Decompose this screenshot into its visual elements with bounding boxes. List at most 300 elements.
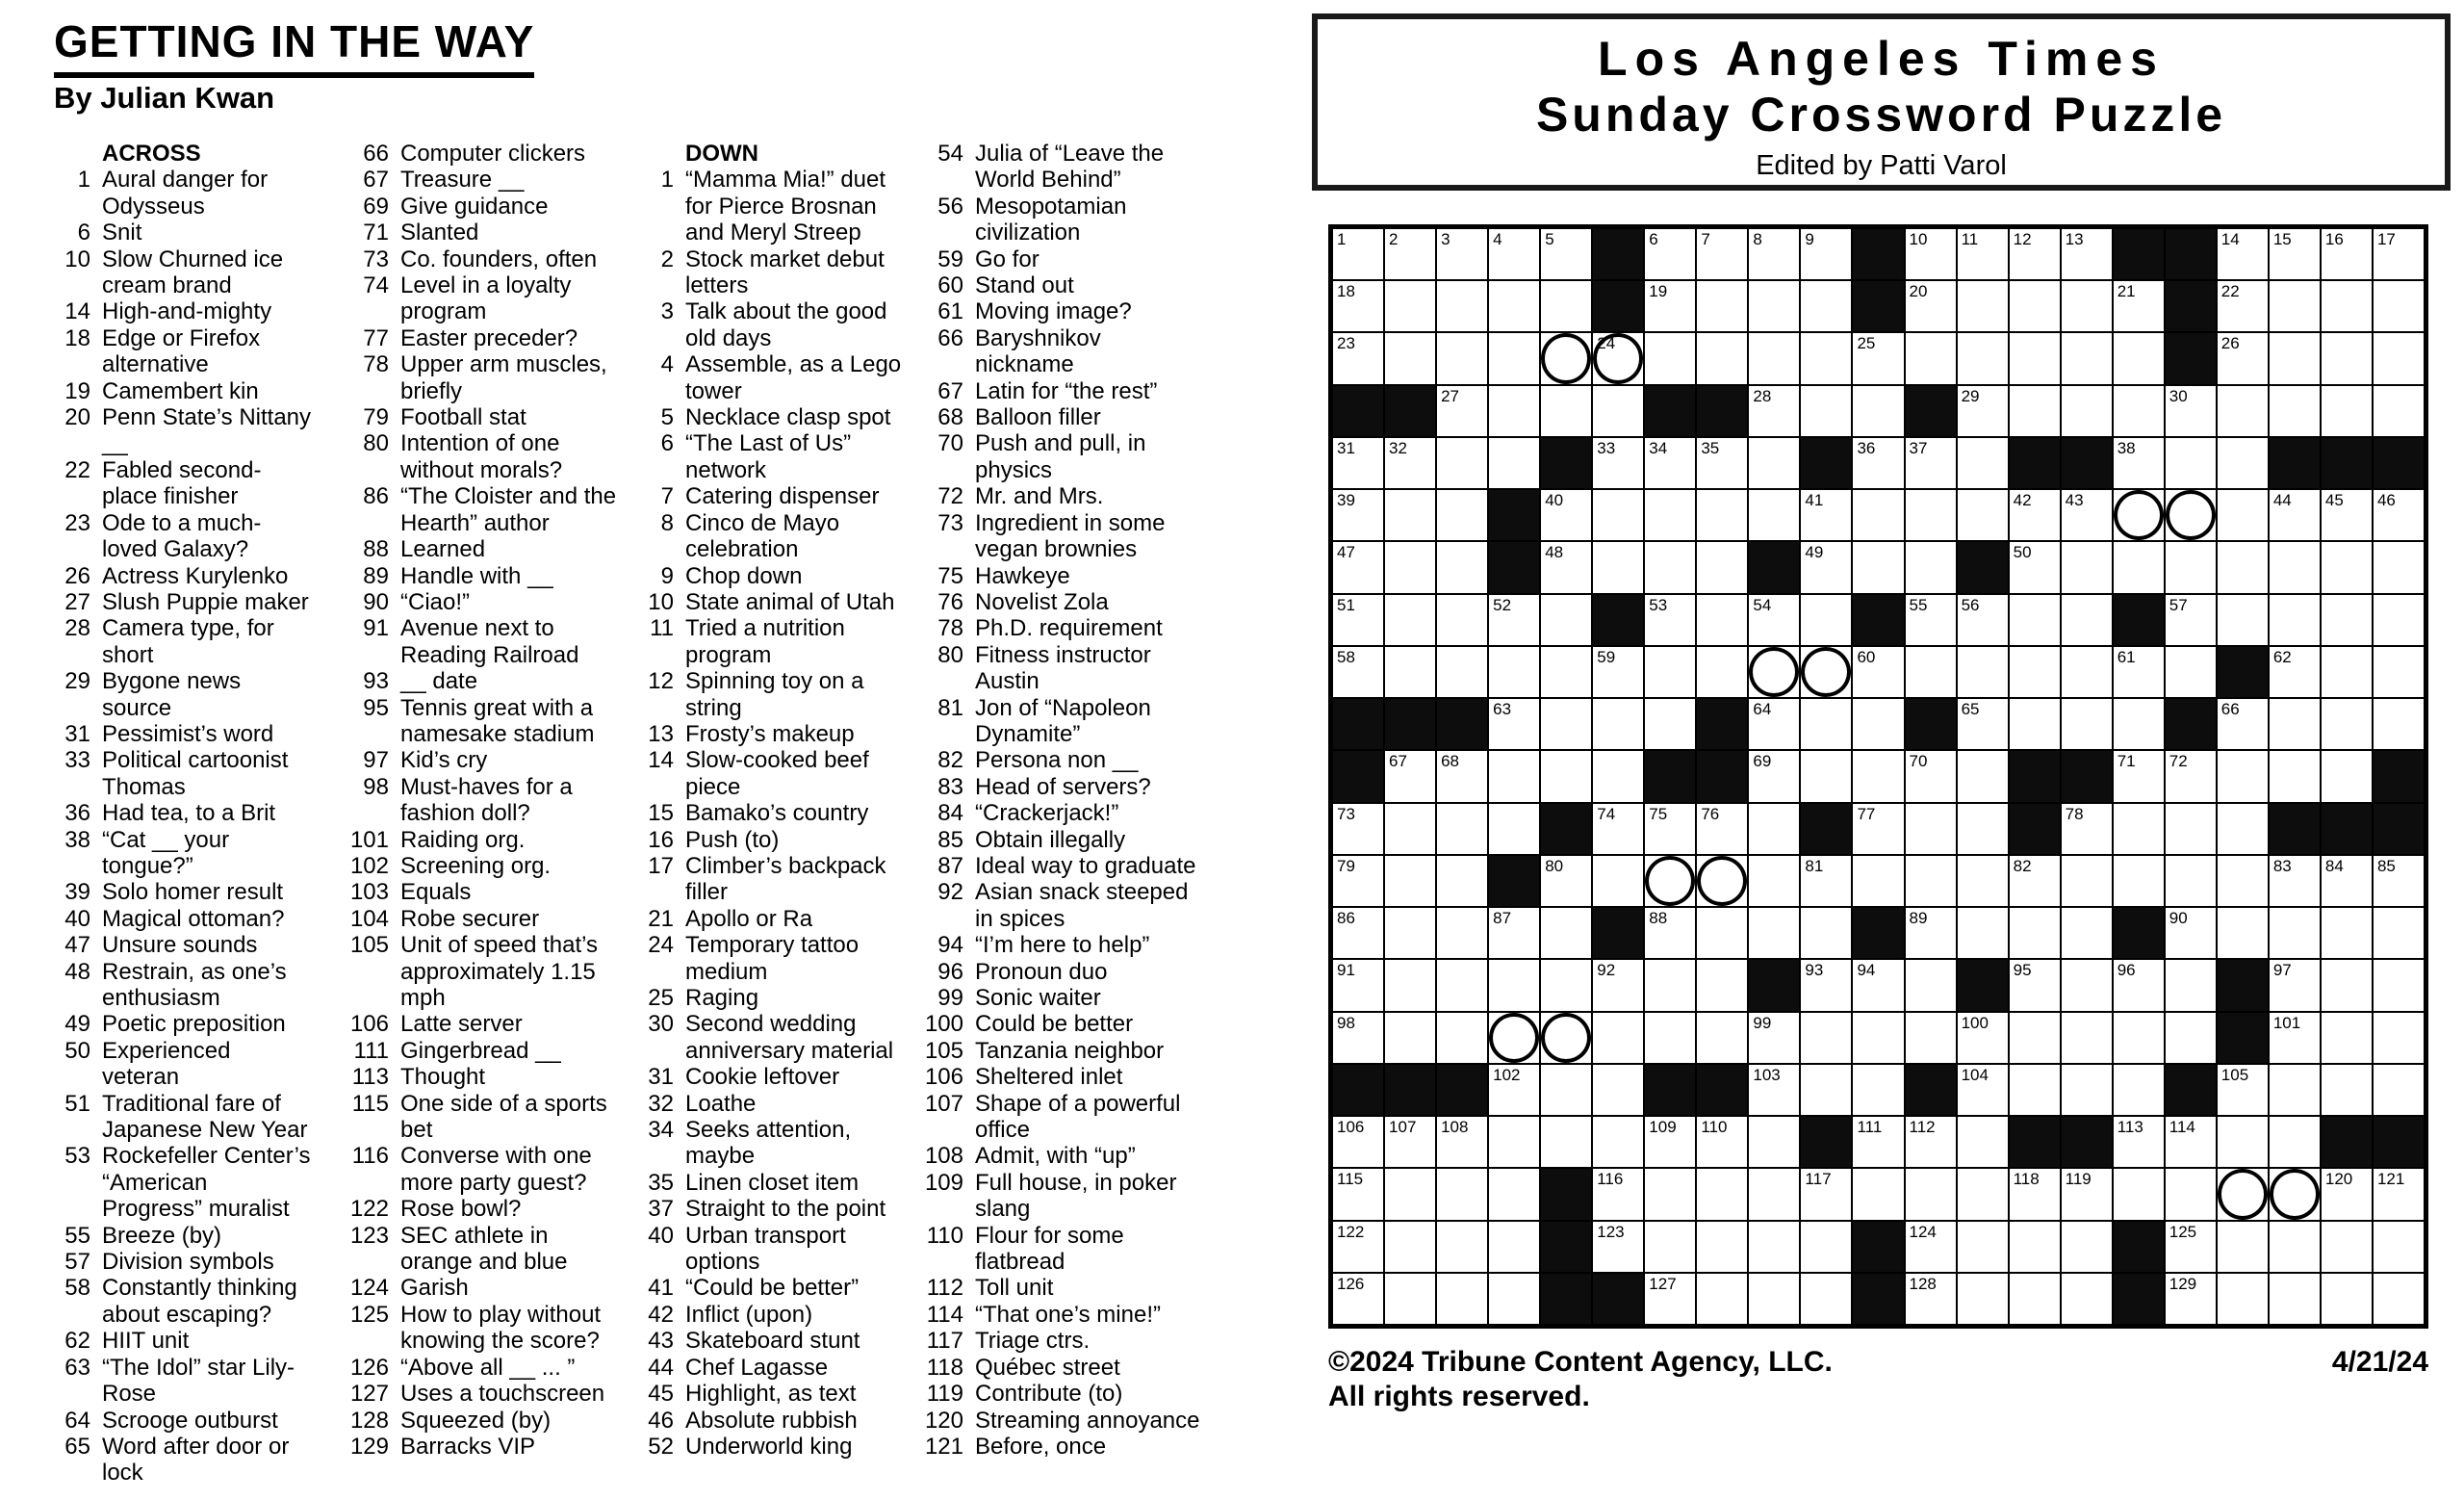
- clue-text: “Mamma Mia!” duet for Pierce Brosnan and Meryl Streep: [685, 167, 886, 246]
- cell-number: 65: [1961, 700, 1980, 719]
- clue-item: [626, 827, 914, 853]
- cell-number: 119: [2065, 1170, 2092, 1189]
- clue-number: 27: [64, 588, 90, 615]
- grid-cell: [2010, 281, 2060, 331]
- cell-number: 123: [1597, 1222, 1625, 1241]
- grid-cell: [1437, 960, 1487, 1010]
- clue-text: Word after door or lock: [102, 1433, 290, 1487]
- clue-number: 51: [64, 1090, 90, 1117]
- cell-number: 115: [1337, 1170, 1364, 1189]
- clue-number: 60: [937, 272, 963, 299]
- grid-cell: [1437, 438, 1487, 488]
- grid-cell-black: [1697, 699, 1747, 749]
- clue-item: [343, 1434, 620, 1460]
- grid-cell: [2114, 1169, 2164, 1219]
- clue-number: 106: [924, 1064, 963, 1091]
- grid-cell: [2010, 1013, 2060, 1063]
- clue-text: Moving image?: [975, 298, 1132, 325]
- grid-cell: [1801, 856, 1851, 906]
- clue-text: “Above all __ ... ”: [400, 1354, 576, 1381]
- grid-cell: [2270, 751, 2320, 801]
- clue-number: 19: [64, 377, 90, 404]
- cell-number: 58: [1337, 647, 1355, 666]
- grid-cell: [2114, 1117, 2164, 1167]
- cell-number: 45: [2324, 491, 2344, 510]
- clue-number: 52: [648, 1433, 674, 1460]
- clue-text: Balloon filler: [975, 404, 1101, 431]
- clue-item: [50, 325, 312, 378]
- clue-number: 77: [363, 324, 389, 351]
- clue-number: 55: [64, 1222, 90, 1249]
- grid-cell: [1437, 1222, 1487, 1272]
- clue-number: 67: [363, 167, 389, 194]
- clue-text: Constantly thinking about escaping?: [102, 1275, 297, 1328]
- grid-cell: [1958, 751, 2008, 801]
- grid-cell: [1697, 595, 1747, 645]
- clue-text: Uses a touchscreen: [400, 1381, 605, 1408]
- grid-cell: [2010, 647, 2060, 697]
- grid-cell-black: [1541, 804, 1591, 854]
- grid-cell: [2062, 490, 2112, 540]
- clue-item: [911, 1408, 1202, 1434]
- clue-number: 22: [64, 456, 90, 483]
- cell-number: 66: [2220, 700, 2240, 719]
- clue-text: Talk about the good old days: [685, 298, 887, 351]
- grid-cell: [1853, 438, 1903, 488]
- clue-number: 68: [937, 404, 963, 431]
- cell-number: 64: [1753, 700, 1772, 719]
- clue-item: [50, 404, 312, 457]
- grid-cell: [1906, 542, 1956, 592]
- grid-cell: [2062, 281, 2112, 331]
- clue-number: 66: [937, 324, 963, 351]
- clue-item: [911, 827, 1202, 853]
- grid-cell: [2010, 542, 2060, 592]
- grid-cell: [2322, 595, 2372, 645]
- clue-text: Latin for “the rest”: [975, 377, 1158, 404]
- grid-cell: [1801, 281, 1851, 331]
- grid-cell-black: [1593, 1274, 1643, 1324]
- grid-cell-black: [1541, 1222, 1591, 1272]
- grid-cell-black: [1906, 699, 1956, 749]
- grid-cell: [1906, 438, 1956, 488]
- clue-number: 98: [363, 773, 389, 800]
- clue-number: 91: [363, 615, 389, 642]
- clue-number: 13: [648, 720, 674, 747]
- clue-item: [911, 563, 1202, 589]
- cell-number: 96: [2117, 961, 2136, 980]
- grid-cell: [1385, 960, 1435, 1010]
- grid-cell: [2218, 699, 2268, 749]
- grid-cell: [1958, 856, 2008, 906]
- clue-number: 104: [349, 905, 389, 932]
- grid-cell-black: [1489, 542, 1539, 592]
- grid-cell: [1697, 438, 1747, 488]
- clue-text: “The Cloister and the Hearth” author: [400, 483, 617, 536]
- grid-cell: [1489, 1274, 1539, 1324]
- clue-text: Admit, with “up”: [975, 1143, 1136, 1170]
- cell-number: 37: [1909, 438, 1928, 457]
- clue-item: [50, 827, 312, 880]
- grid-cell: [1697, 647, 1747, 697]
- clue-text: Restrain, as one’s enthusiasm: [102, 958, 287, 1011]
- grid-cell-black: [2374, 751, 2424, 801]
- grid-cell-black: [2010, 1117, 2060, 1167]
- cell-number: 122: [1337, 1222, 1365, 1241]
- clue-number: 127: [349, 1381, 389, 1408]
- grid-cell: [2218, 1274, 2268, 1324]
- clue-item: [626, 483, 914, 509]
- clue-item: [50, 879, 312, 905]
- grid-cell: [1385, 490, 1435, 540]
- clue-number: 17: [648, 852, 674, 879]
- grid-cell: [1853, 386, 1903, 436]
- clue-text: Tennis great with a namesake stadium: [400, 694, 595, 747]
- grid-cell: [2270, 908, 2320, 958]
- grid-cell: [1333, 490, 1383, 540]
- clue-number: 110: [926, 1222, 963, 1249]
- clue-number: 1: [77, 167, 90, 194]
- grid-cell-black: [2010, 438, 2060, 488]
- grid-cell: [2374, 542, 2424, 592]
- circle-mark: [1697, 856, 1747, 906]
- clue-number: 21: [648, 905, 674, 932]
- clue-number: 9: [660, 562, 674, 589]
- grid-cell: [2114, 699, 2164, 749]
- clue-item: [343, 1038, 620, 1064]
- clue-text: Absolute rubbish: [685, 1407, 858, 1434]
- clue-text: Slow-cooked beef piece: [685, 747, 869, 800]
- clue-text: “Could be better”: [685, 1275, 860, 1302]
- clue-text: Magical ottoman?: [102, 905, 285, 932]
- clue-text: Pessimist’s word: [102, 720, 274, 747]
- grid-cell: [1749, 751, 1799, 801]
- grid-cell: [2270, 229, 2320, 279]
- clue-item: [911, 1091, 1202, 1144]
- grid-cell-black: [1906, 1065, 1956, 1115]
- clue-number: 12: [648, 668, 674, 695]
- clue-text: Poetic preposition: [102, 1011, 286, 1038]
- grid-cell: [1958, 1274, 2008, 1324]
- grid-cell: [1541, 699, 1591, 749]
- cell-number: 87: [1493, 909, 1512, 928]
- clue-number: 32: [648, 1090, 674, 1117]
- grid-cell: [1958, 1117, 2008, 1167]
- circle-mark: [1541, 333, 1591, 383]
- clue-text: Breeze (by): [102, 1222, 222, 1249]
- grid-cell: [2322, 1222, 2372, 1272]
- clue-item: [626, 167, 914, 246]
- grid-cell: [1749, 908, 1799, 958]
- grid-cell: [1801, 542, 1851, 592]
- grid-cell: [1853, 490, 1903, 540]
- clue-item: [626, 985, 914, 1011]
- grid-cell: [2322, 386, 2372, 436]
- grid-cell: [2114, 751, 2164, 801]
- clue-item: [911, 1223, 1202, 1276]
- grid-cell: [1437, 542, 1487, 592]
- clue-number: 70: [937, 430, 963, 457]
- clue-number: 85: [937, 826, 963, 853]
- clue-text: Chop down: [685, 562, 803, 589]
- grid-cell: [2062, 1065, 2112, 1115]
- grid-cell: [1906, 1117, 1956, 1167]
- clue-number: 26: [64, 562, 90, 589]
- grid-cell-black: [1593, 281, 1643, 331]
- clue-item: [50, 1091, 312, 1144]
- clue-number: 73: [363, 246, 389, 272]
- grid-cell: [2374, 647, 2424, 697]
- grid-cell: [1385, 647, 1435, 697]
- grid-cell: [2010, 490, 2060, 540]
- clue-item: [911, 1038, 1202, 1064]
- grid-cell: [2374, 281, 2424, 331]
- clue-text: Unit of speed that’s approximately 1.15 mph: [400, 932, 599, 1011]
- cell-number: 38: [2117, 438, 2136, 457]
- cell-number: 50: [2013, 543, 2032, 562]
- cell-number: 95: [2013, 961, 2032, 980]
- clue-number: 116: [351, 1143, 389, 1170]
- clue-number: 61: [937, 298, 963, 325]
- clue-number: 46: [648, 1407, 674, 1434]
- clue-number: 54: [937, 141, 963, 167]
- grid-cell: [1906, 908, 1956, 958]
- clue-number: 23: [64, 509, 90, 536]
- grid-cell: [2062, 1222, 2112, 1272]
- clue-item: [50, 906, 312, 932]
- clue-text: Robe securer: [400, 905, 540, 932]
- clue-text: Full house, in poker slang: [975, 1169, 1177, 1223]
- clue-item: [911, 378, 1202, 404]
- grid-cell: [2010, 960, 2060, 1010]
- clue-item: [626, 906, 914, 932]
- cell-number: 14: [2220, 230, 2240, 248]
- clue-number: 53: [64, 1143, 90, 1170]
- grid-cell: [2114, 856, 2164, 906]
- clue-number: 109: [924, 1169, 963, 1196]
- grid-cell: [2166, 595, 2216, 645]
- cell-number: 61: [2117, 647, 2136, 666]
- grid-cell-black: [2114, 908, 2164, 958]
- clue-item: [50, 1011, 312, 1037]
- clue-item: [911, 1302, 1202, 1328]
- clue-text: Screening org.: [400, 852, 552, 879]
- grid-cell: [1333, 281, 1383, 331]
- clue-item: [911, 853, 1202, 879]
- grid-cell: [1749, 438, 1799, 488]
- cell-number: 46: [2376, 491, 2396, 510]
- grid-cell: [1593, 438, 1643, 488]
- clue-number: 36: [64, 800, 90, 827]
- grid-cell: [1541, 490, 1591, 540]
- clue-text: Slush Puppie maker: [102, 588, 309, 615]
- clue-number: 2: [660, 246, 674, 272]
- grid-cell: [1645, 281, 1695, 331]
- grid-cell: [2166, 438, 2216, 488]
- grid-cell: [2166, 1222, 2216, 1272]
- grid-cell: [1958, 1169, 2008, 1219]
- clue-number: 111: [353, 1037, 389, 1064]
- grid-cell: [2322, 490, 2372, 540]
- page-title: GETTING IN THE WAY: [54, 15, 534, 78]
- clue-column-down-2: [911, 141, 1202, 1460]
- grid-cell: [2374, 490, 2424, 540]
- clue-number: 75: [937, 562, 963, 589]
- grid-cell: [2062, 595, 2112, 645]
- grid-cell: [1541, 1117, 1591, 1167]
- clue-text: Québec street: [975, 1354, 1120, 1381]
- grid-cell: [2062, 1169, 2112, 1219]
- grid-cell-black: [1541, 438, 1591, 488]
- grid-cell: [1749, 281, 1799, 331]
- grid-cell: [1853, 647, 1903, 697]
- clue-item: [50, 1038, 312, 1091]
- grid-cell: [1593, 1065, 1643, 1115]
- clue-number: 89: [363, 562, 389, 589]
- clue-text: Stock market debut letters: [685, 246, 885, 299]
- cell-number: 51: [1337, 595, 1355, 614]
- clue-item: [911, 879, 1202, 932]
- clue-number: 96: [937, 958, 963, 985]
- grid-cell: [2218, 1117, 2268, 1167]
- grid-cell-black: [1333, 386, 1383, 436]
- grid-cell: [2114, 542, 2164, 592]
- grid-cell: [1645, 1169, 1695, 1219]
- grid-cell: [1853, 960, 1903, 1010]
- clue-number: 121: [924, 1433, 963, 1460]
- cell-number: 13: [2065, 230, 2084, 248]
- clue-text: Triage ctrs.: [975, 1328, 1091, 1355]
- grid-cell: [1593, 1169, 1643, 1219]
- clue-item: [343, 1011, 620, 1037]
- grid-cell: [1437, 908, 1487, 958]
- grid-cell: [2166, 1117, 2216, 1167]
- grid-cell: [1906, 856, 1956, 906]
- clue-item: [626, 1355, 914, 1381]
- clue-text: One side of a sports bet: [400, 1090, 607, 1144]
- clue-number: 97: [363, 747, 389, 774]
- clue-item: [626, 615, 914, 668]
- clue-number: 11: [650, 615, 674, 642]
- grid-cell: [1958, 908, 2008, 958]
- grid-cell: [1749, 699, 1799, 749]
- clue-text: Spinning toy on a string: [685, 668, 864, 721]
- clue-text: Must-haves for a fashion doll?: [400, 773, 573, 827]
- grid-cell: [2062, 229, 2112, 279]
- clue-number: 31: [648, 1064, 674, 1091]
- cell-number: 78: [2065, 804, 2084, 823]
- cell-number: 85: [2376, 856, 2396, 875]
- grid-cell: [2218, 1065, 2268, 1115]
- grid-cell: [1385, 229, 1435, 279]
- cell-number: 109: [1649, 1118, 1677, 1137]
- grid-cell: [2218, 438, 2268, 488]
- grid-cell: [1958, 804, 2008, 854]
- grid-cell: [1593, 856, 1643, 906]
- clue-item: [626, 1170, 914, 1196]
- clue-item: [911, 246, 1202, 272]
- clue-text: Rockefeller Center’s “American Progress” muralist: [102, 1143, 311, 1223]
- clue-text: Slow Churned ice cream brand: [102, 246, 284, 299]
- clue-text: Shape of a powerful office: [975, 1090, 1181, 1144]
- clue-text: Latte server: [400, 1011, 523, 1038]
- clue-number: 62: [64, 1328, 90, 1355]
- cell-number: 105: [2220, 1065, 2249, 1084]
- clue-item: [911, 932, 1202, 958]
- cell-number: 33: [1597, 438, 1616, 457]
- clue-number: 118: [926, 1354, 963, 1381]
- clue-item: [343, 1143, 620, 1196]
- clue-text: Tanzania neighbor: [975, 1037, 1165, 1064]
- clue-number: 86: [363, 483, 389, 510]
- clue-number: 82: [937, 747, 963, 774]
- grid-cell-black: [1489, 490, 1539, 540]
- grid-cell: [1489, 699, 1539, 749]
- grid-cell: [1645, 1222, 1695, 1272]
- clue-item: [911, 404, 1202, 430]
- cell-number: 16: [2324, 230, 2344, 248]
- grid-cell: [1906, 751, 1956, 801]
- grid-cell: [1697, 960, 1747, 1010]
- cell-number: 116: [1597, 1170, 1624, 1189]
- clue-text: Push and pull, in physics: [975, 430, 1146, 483]
- grid-cell: [1645, 647, 1695, 697]
- grid-cell: [1333, 1013, 1383, 1063]
- clue-item: [626, 1117, 914, 1170]
- clue-number: 126: [349, 1354, 389, 1381]
- puzzle-date: 4/21/24: [2331, 1346, 2428, 1378]
- cell-number: 127: [1649, 1274, 1677, 1293]
- cell-number: 36: [1857, 438, 1876, 457]
- clue-text: Frosty’s makeup: [685, 720, 855, 747]
- clue-text: Fabled second-place finisher: [102, 456, 262, 510]
- cell-number: 104: [1961, 1065, 1989, 1084]
- grid-cell-black: [1697, 386, 1747, 436]
- clue-number: 20: [64, 404, 90, 431]
- grid-cell: [2218, 908, 2268, 958]
- clue-number: 25: [648, 985, 674, 1011]
- grid-cell: [2270, 856, 2320, 906]
- clue-item: [343, 272, 620, 325]
- cell-number: 9: [1805, 230, 1814, 248]
- grid-cell: [2010, 386, 2060, 436]
- clue-number: 28: [64, 615, 90, 642]
- cell-number: 53: [1649, 595, 1668, 614]
- grid-cell: [1385, 333, 1435, 383]
- clue-item: [626, 1408, 914, 1434]
- clue-number: 14: [64, 298, 90, 325]
- clue-item: [50, 220, 312, 246]
- grid-cell: [1437, 281, 1487, 331]
- grid-cell: [2270, 1222, 2320, 1272]
- grid-cell: [1437, 490, 1487, 540]
- grid-cell: [1853, 751, 1903, 801]
- grid-cell: [1853, 699, 1903, 749]
- grid-cell: [1437, 751, 1487, 801]
- grid-cell: [2270, 960, 2320, 1010]
- cell-number: 18: [1337, 282, 1355, 301]
- grid-cell: [1749, 1169, 1799, 1219]
- grid-cell: [2166, 908, 2216, 958]
- grid-cell: [2374, 1222, 2424, 1272]
- clue-number: 57: [64, 1249, 90, 1276]
- cell-number: 108: [1441, 1118, 1469, 1137]
- grid-cell: [2374, 333, 2424, 383]
- grid-cell-black: [2374, 1117, 2424, 1167]
- clue-item: [911, 272, 1202, 298]
- grid-cell: [2322, 960, 2372, 1010]
- grid-cell: [1645, 595, 1695, 645]
